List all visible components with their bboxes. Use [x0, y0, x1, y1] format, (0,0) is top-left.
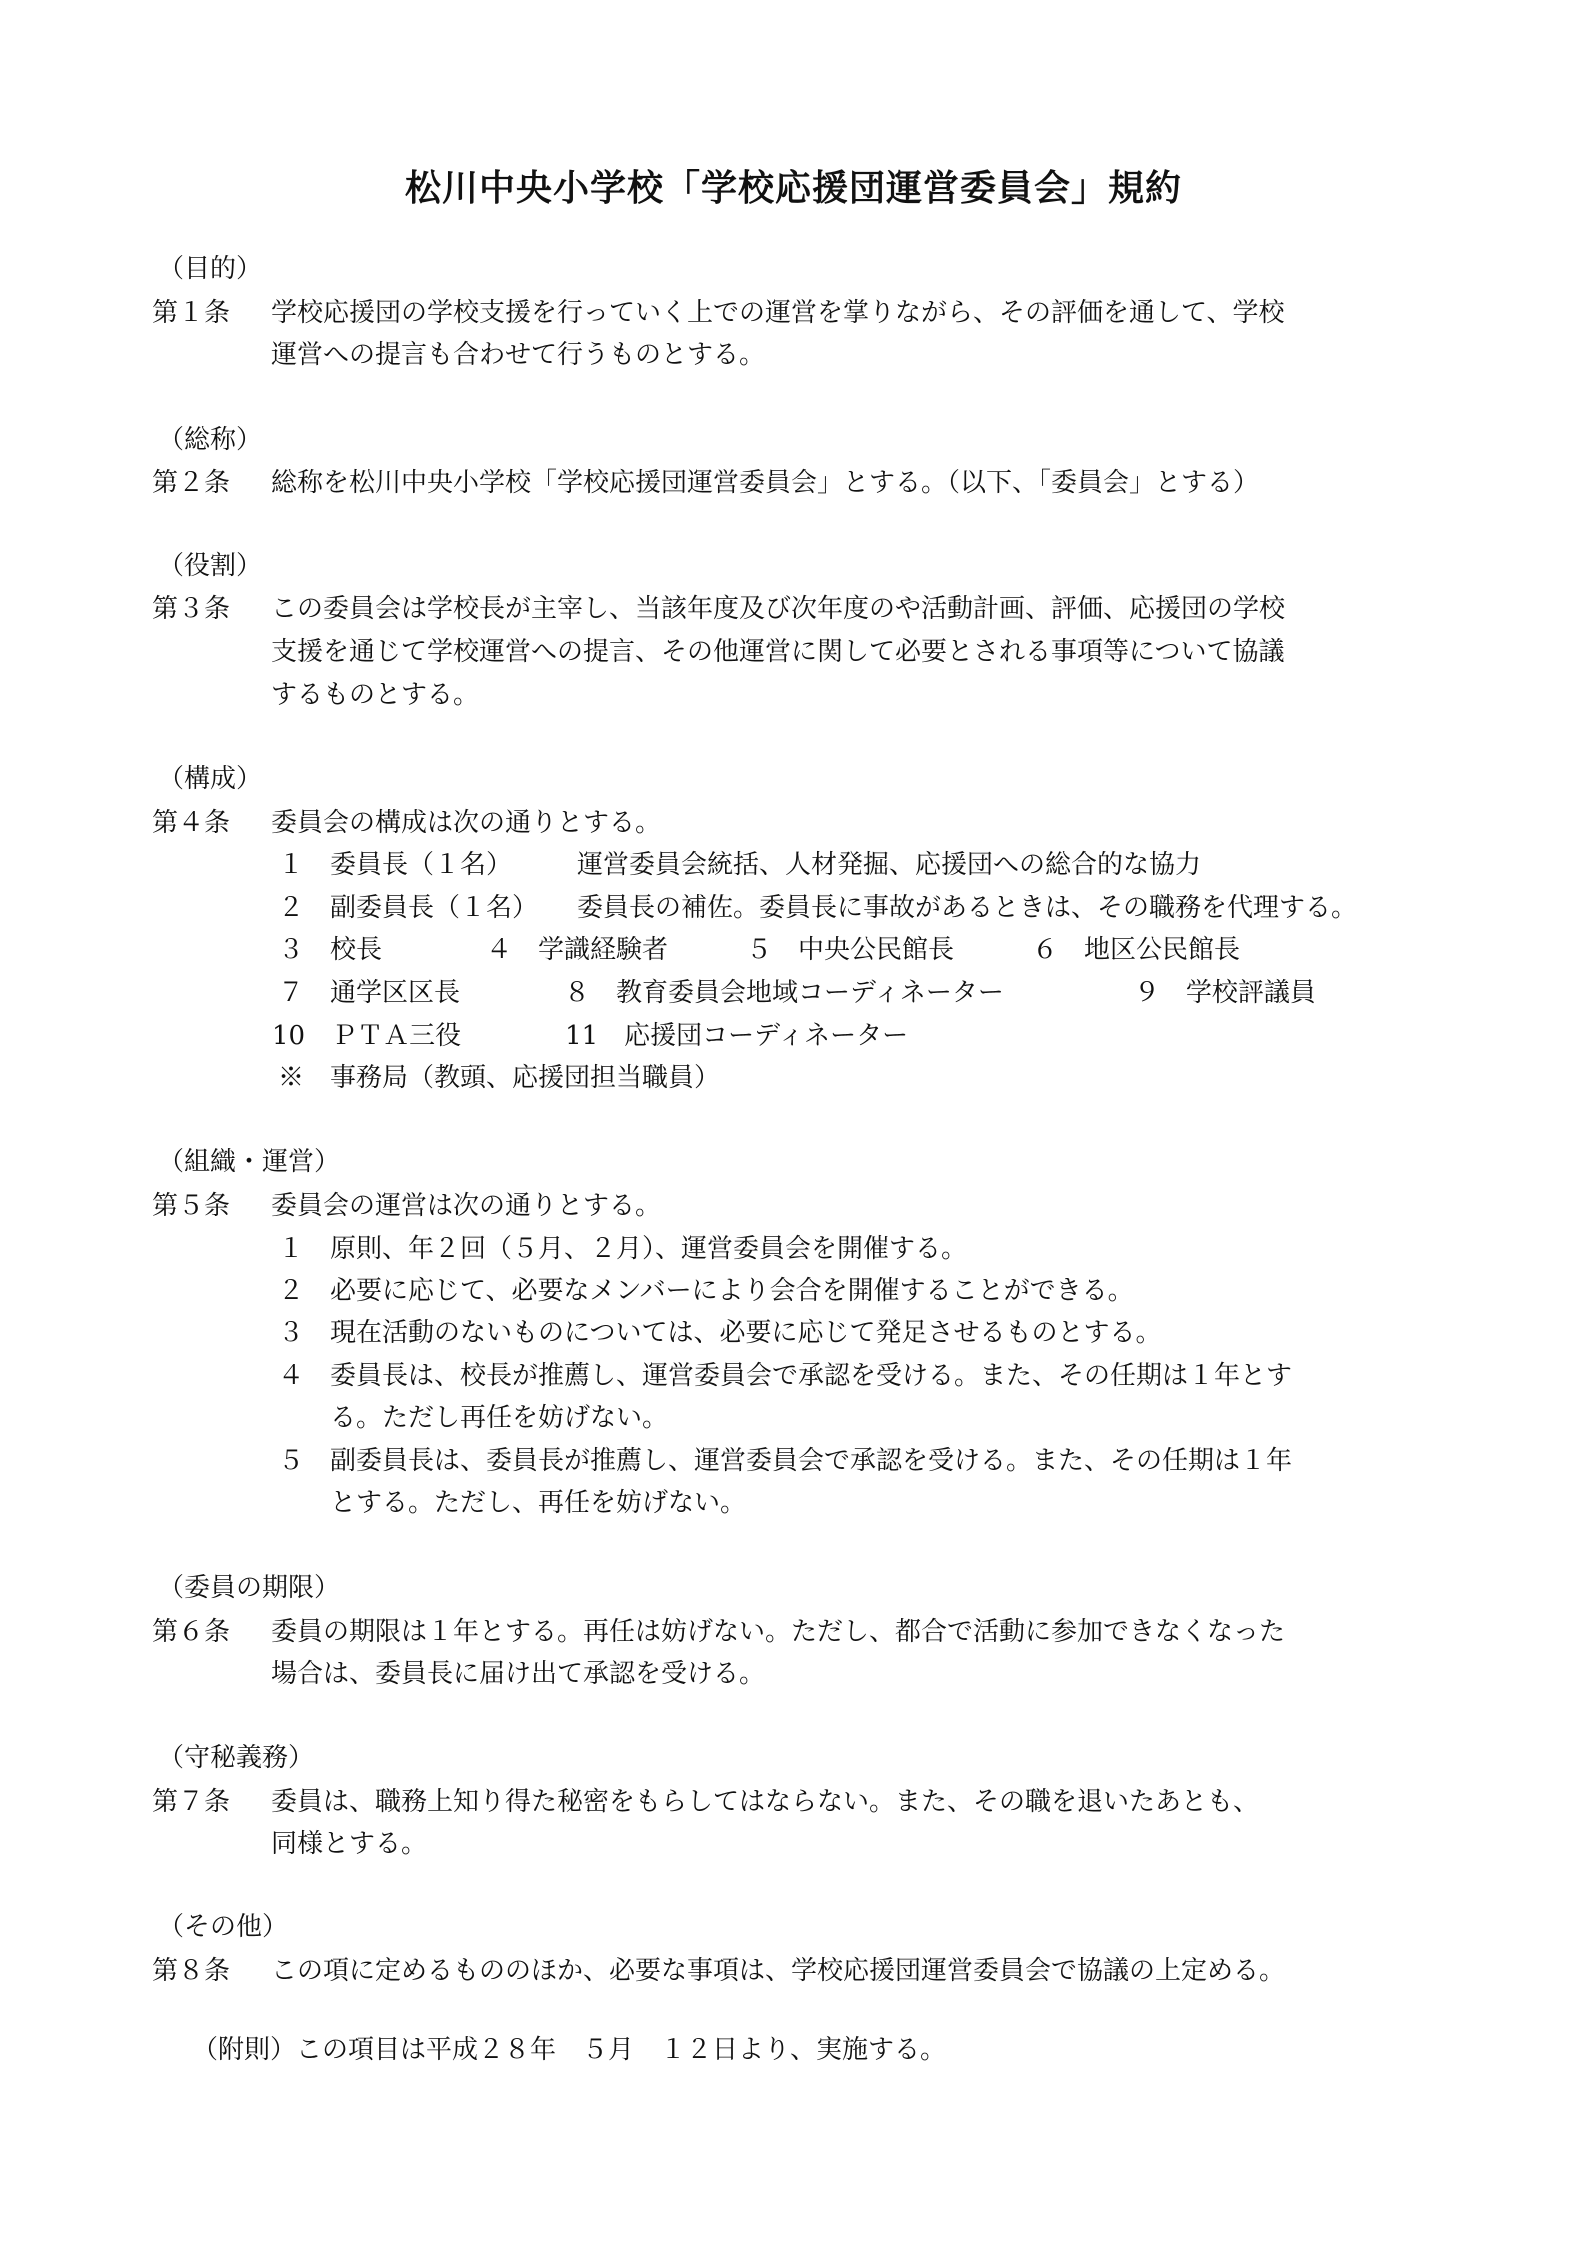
article-6-number: 第６条	[152, 1617, 231, 1647]
article-1-text-line: 運営への提言も合わせて行うものとする。	[271, 340, 766, 370]
list-item-number: ２	[278, 1276, 305, 1306]
article-6-text-line: 場合は、委員長に届け出て承認を受ける。	[271, 1659, 766, 1689]
article-2-number: 第２条	[152, 468, 231, 498]
list-item-text: 必要に応じて、必要なメンバーにより会合を開催することができる。	[330, 1276, 1134, 1306]
article-2-heading: （総称）	[158, 425, 263, 455]
list-item-text: 副委員長は、委員長が推薦し、運営委員会で承認を受ける。また、その任期は１年	[330, 1446, 1293, 1476]
article-1-number: 第１条	[152, 298, 231, 328]
article-6-heading: （委員の期限）	[158, 1573, 341, 1603]
article-5-heading: （組織・運営）	[158, 1147, 341, 1177]
list-item-number: ４	[278, 1361, 305, 1391]
list-item-number: １	[278, 1234, 305, 1264]
article-4-number: 第４条	[152, 808, 231, 838]
list-item-text: る。ただし再任を妨げない。	[330, 1403, 669, 1433]
article-7-number: 第７条	[152, 1787, 231, 1817]
article-5-number: 第５条	[152, 1191, 231, 1221]
document-title: 松川中央小学校「学校応援団運営委員会」規約	[404, 168, 1182, 209]
list-item-number: ３	[278, 1318, 305, 1348]
article-3-number: 第３条	[152, 594, 231, 624]
article-8-heading: （その他）	[158, 1912, 289, 1942]
article-7-heading: （守秘義務）	[158, 1743, 315, 1773]
member-list-line: １ 委員長（１名） 運営委員会統括、人材発掘、応援団への総合的な協力	[278, 850, 1202, 880]
article-3-text-line: 支援を通じて学校運営への提言、その他運営に関して必要とされる事項等について協議	[271, 637, 1285, 667]
article-2-text-line: 総称を松川中央小学校「学校応援団運営委員会」とする。（以下、「委員会」とする）	[271, 468, 1260, 498]
member-list-note: ※ 事務局（教頭、応援団担当職員）	[278, 1063, 721, 1093]
article-3-text-line: この委員会は学校長が主宰し、当該年度及び次年度のや活動計画、評価、応援団の学校	[271, 594, 1286, 624]
article-1-heading: （目的）	[158, 254, 263, 284]
list-item-text: 現在活動のないものについては、必要に応じて発足させるものとする。	[330, 1318, 1162, 1348]
list-item-text: とする。ただし、再任を妨げない。	[330, 1488, 747, 1518]
list-item-text: 委員長は、校長が推薦し、運営委員会で承認を受ける。また、その任期は１年とす	[330, 1361, 1293, 1391]
article-4-heading: （構成）	[158, 764, 263, 794]
list-item-text: 原則、年２回（５月、２月）、運営委員会を開催する。	[330, 1234, 968, 1264]
member-list-line: ３ 校長 ４ 学識経験者 ５ 中央公民館長 ６ 地区公民館長	[278, 935, 1241, 965]
article-4-text-line: 委員会の構成は次の通りとする。	[271, 808, 662, 838]
member-list-line: ２ 副委員長（１名） 委員長の補佐。委員長に事故があるときは、その職務を代理する。	[278, 893, 1358, 923]
article-1-text-line: 学校応援団の学校支援を行っていく上での運営を掌りながら、その評価を通して、学校	[271, 298, 1285, 328]
article-8-text-line: この項に定めるもののほか、必要な事項は、学校応援団運営委員会で協議の上定める。	[271, 1956, 1286, 1986]
article-3-text-line: するものとする。	[271, 680, 480, 710]
article-7-text-line: 委員は、職務上知り得た秘密をもらしてはならない。また、その職を退いたあとも、	[271, 1787, 1260, 1817]
article-8-number: 第８条	[152, 1956, 231, 1986]
article-7-text-line: 同様とする。	[271, 1829, 428, 1859]
supplementary-provision: （附則）この項目は平成２８年 ５月 １２日より、実施する。	[192, 2035, 947, 2065]
member-list-line: ７ 通学区区長 ８ 教育委員会地域コーディネーター ９ 学校評議員	[278, 978, 1316, 1008]
list-item-number: ５	[278, 1446, 305, 1476]
article-6-text-line: 委員の期限は１年とする。再任は妨げない。ただし、都合で活動に参加できなくなった	[271, 1617, 1286, 1647]
article-5-text-line: 委員会の運営は次の通りとする。	[271, 1191, 662, 1221]
article-3-heading: （役割）	[158, 551, 263, 581]
member-list-line: 10 ＰＴＡ三役 11 応援団コーディネーター	[272, 1021, 909, 1051]
